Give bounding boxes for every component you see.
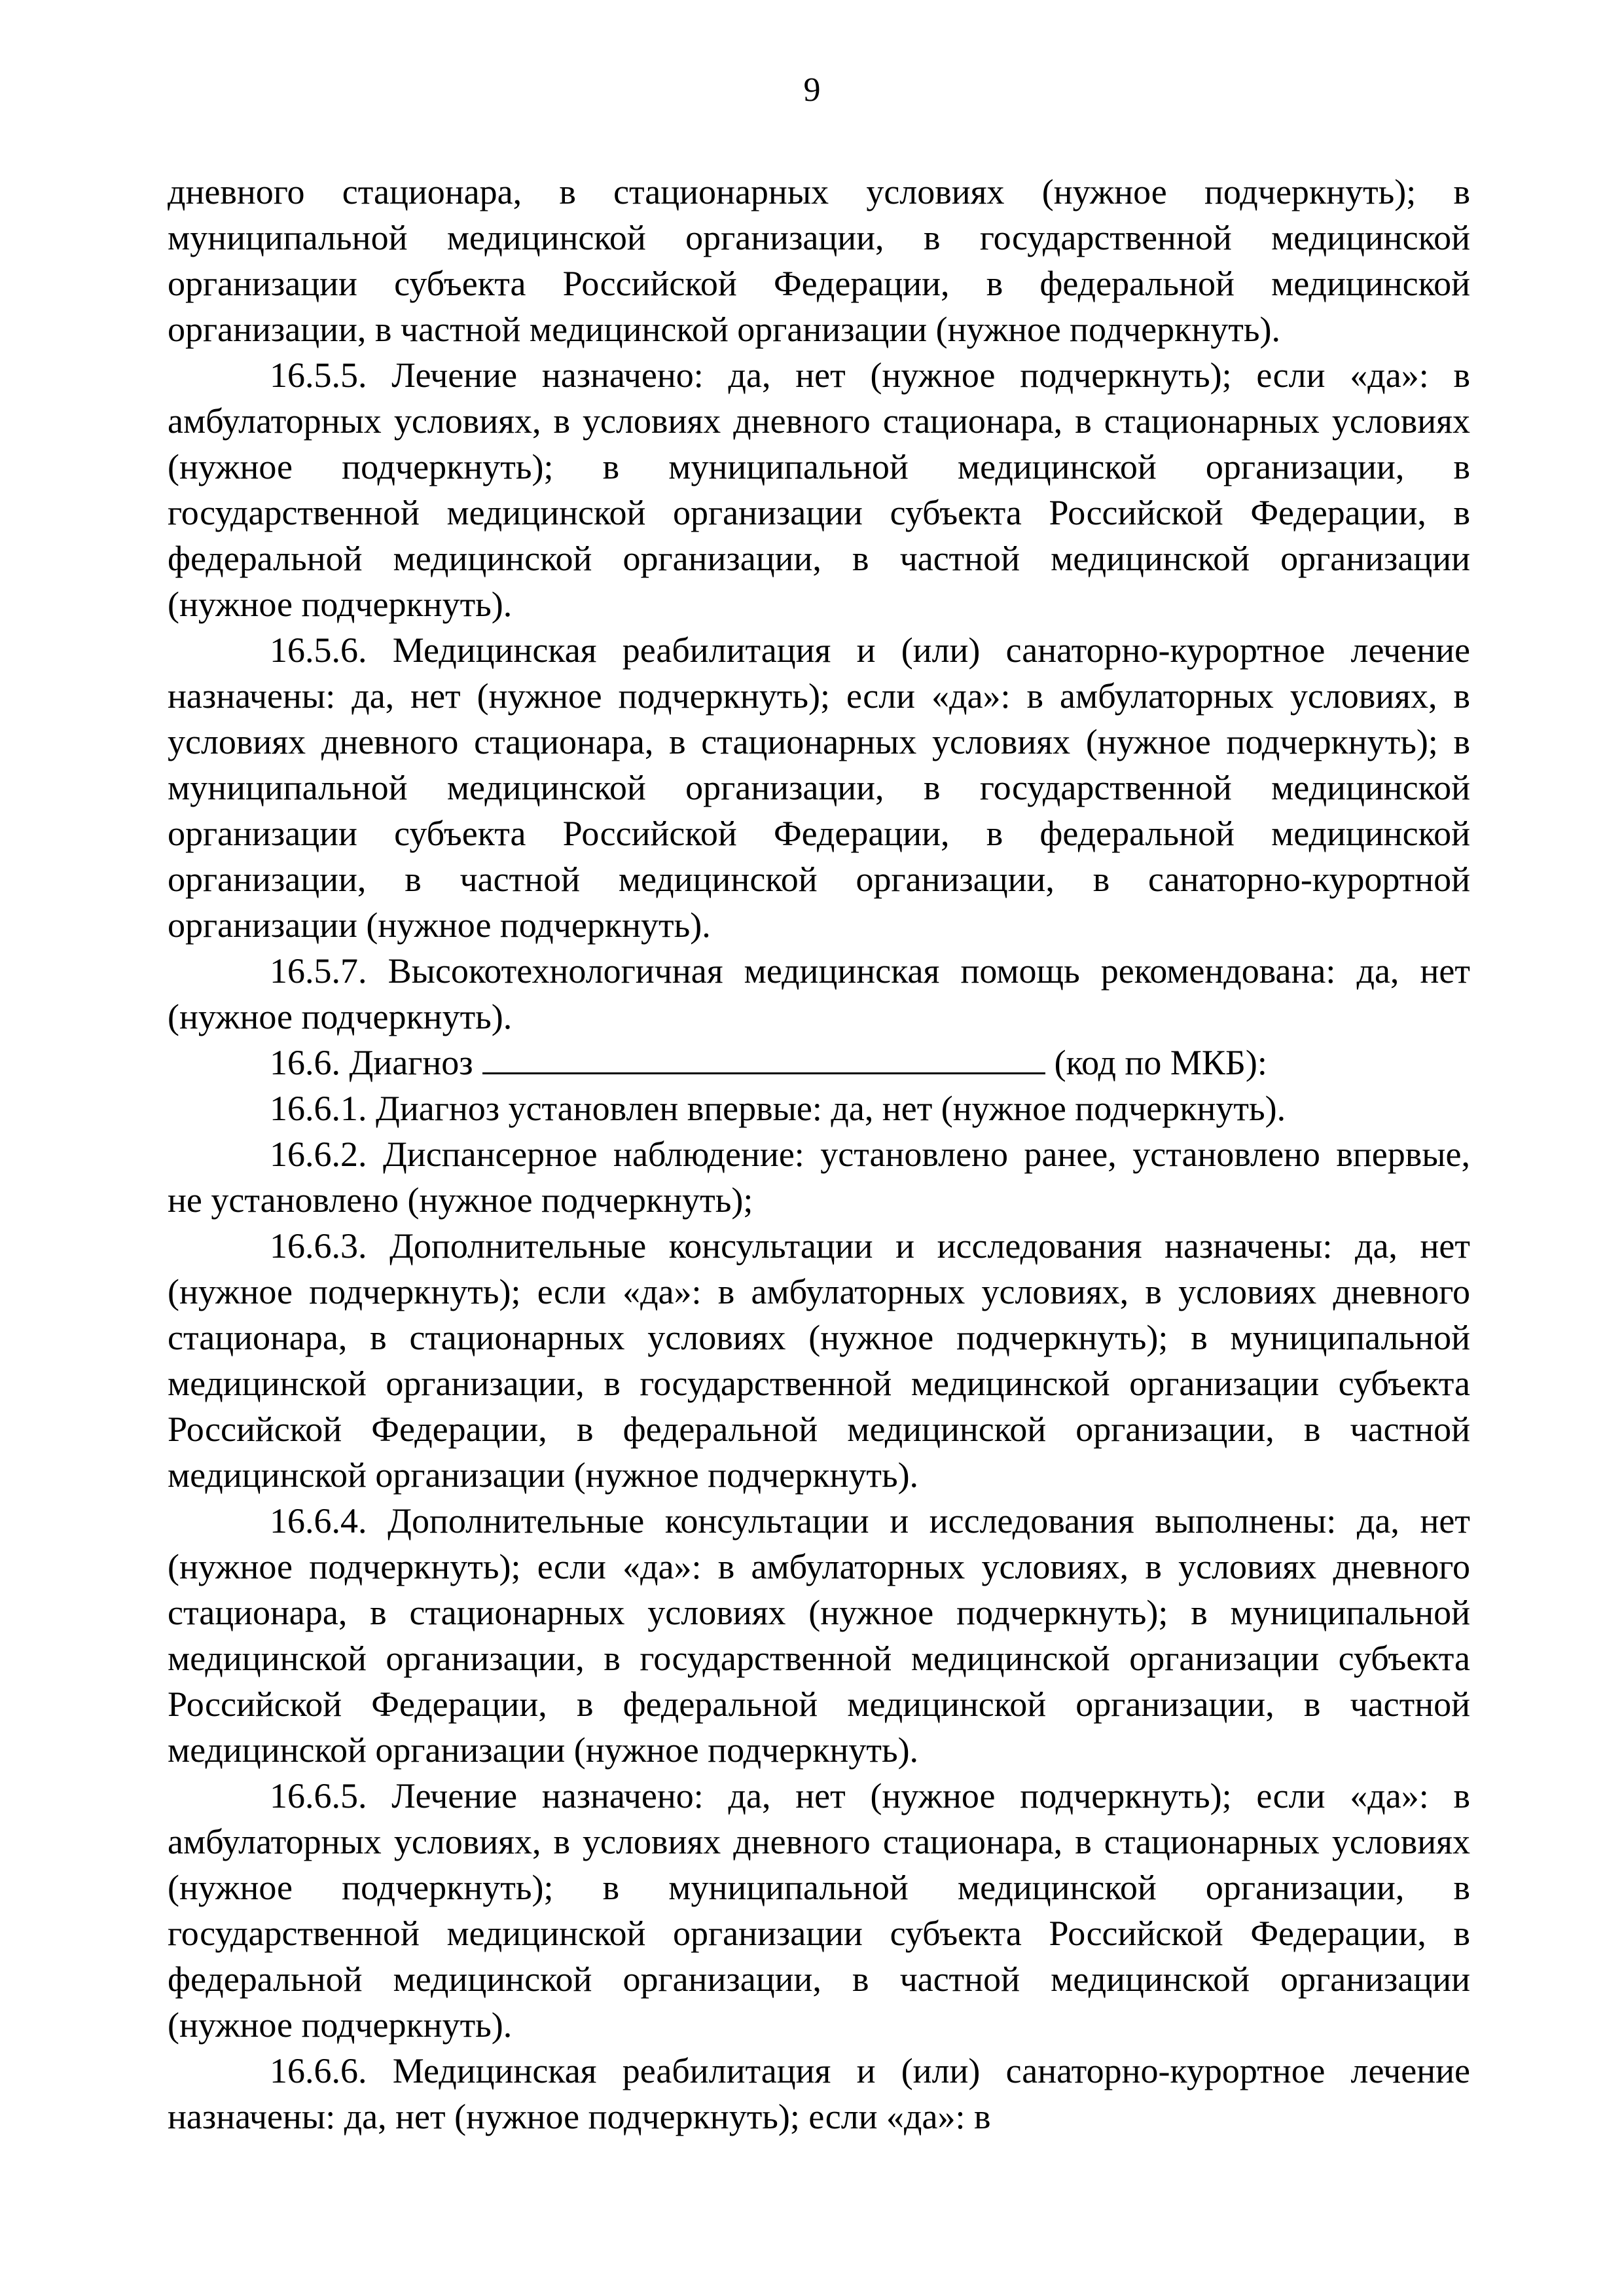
paragraph-16-6 [168, 1040, 1470, 1085]
paragraph-16-6-1: 16.6.1. Диагноз установлен впервые: да, нет (нужное подчеркнуть). [270, 1089, 1286, 1128]
paragraph-16-6-3: 16.6.3. Дополнительные консультации и исследования назначены: да, нет (нужное подчеркнуть); если «да»: в амбулаторных условиях, в условиях дневного стационара, в стационарных условиях (нужное подчеркнуть); в муниципальной медицинской организации, в государственной медицинской организации субъекта Российской Федерации, в федеральной медицинской организации, в частной медицинской организации (нужное подчеркнуть). [168, 1226, 1470, 1495]
paragraph-16-5-6: 16.5.6. Медицинская реабилитация и (или) санаторно-курортное лечение назначены: да, нет (нужное подчеркнуть); если «да»: в амбулаторных условиях, в условиях дневного стационара, в стационарных условиях (нужное подчеркнуть); в муниципальной медицинской организации, в государственной медицинской организации субъекта Российской Федерации, в федеральной медицинской организации, в частной медицинской организации, в санаторно-курортной организации (нужное подчеркнуть). [168, 630, 1470, 945]
paragraph-16-6-5: 16.6.5. Лечение назначено: да, нет (нужное подчеркнуть); если «да»: в амбулаторных условиях, в условиях дневного стационара, в стационарных условиях (нужное подчеркнуть); в муниципальной медицинской организации, в государственной медицинской организации субъекта Российской Федерации, в федеральной медицинской организации, в частной медицинской организации (нужное подчеркнуть). [168, 1776, 1470, 2045]
page-number: 9 [803, 71, 821, 109]
paragraph-16-6-4: 16.6.4. Дополнительные консультации и исследования выполнены: да, нет (нужное подчеркнуть); если «да»: в амбулаторных условиях, в условиях дневного стационара, в стационарных условиях (нужное подчеркнуть); в муниципальной медицинской организации, в государственной медицинской организации субъекта Российской Федерации, в федеральной медицинской организации, в частной медицинской организации (нужное подчеркнуть). [168, 1501, 1470, 1770]
diagnosis-blank-line [482, 1040, 1045, 1074]
paragraph-continuation: дневного стационара, в стационарных условиях (нужное подчеркнуть); в муниципальной медицинской организации, в государственной медицинской организации субъекта Российской Федерации, в федеральной медицинской организации, в частной медицинской организации (нужное подчеркнуть). [168, 172, 1470, 349]
diagnosis-label: 16.6. Диагноз [270, 1043, 473, 1082]
paragraph-16-6-2: 16.6.2. Диспансерное наблюдение: установлено ранее, установлено впервые, не установлено (нужное подчеркнуть); [168, 1135, 1470, 1220]
diagnosis-code-label: (код по МКБ): [1054, 1043, 1267, 1082]
paragraph-16-6-6: 16.6.6. Медицинская реабилитация и (или) санаторно-курортное лечение назначены: да, нет (нужное подчеркнуть); если «да»: в [168, 2051, 1470, 2136]
paragraph-16-5-5: 16.5.5. Лечение назначено: да, нет (нужное подчеркнуть); если «да»: в амбулаторных условиях, в условиях дневного стационара, в стационарных условиях (нужное подчеркнуть); в муниципальной медицинской организации, в государственной медицинской организации субъекта Российской Федерации, в федеральной медицинской организации, в частной медицинской организации (нужное подчеркнуть). [168, 355, 1470, 624]
paragraph-16-5-7: 16.5.7. Высокотехнологичная медицинская помощь рекомендована: да, нет (нужное подчеркнуть). [168, 951, 1470, 1036]
document-body [168, 169, 1470, 2140]
